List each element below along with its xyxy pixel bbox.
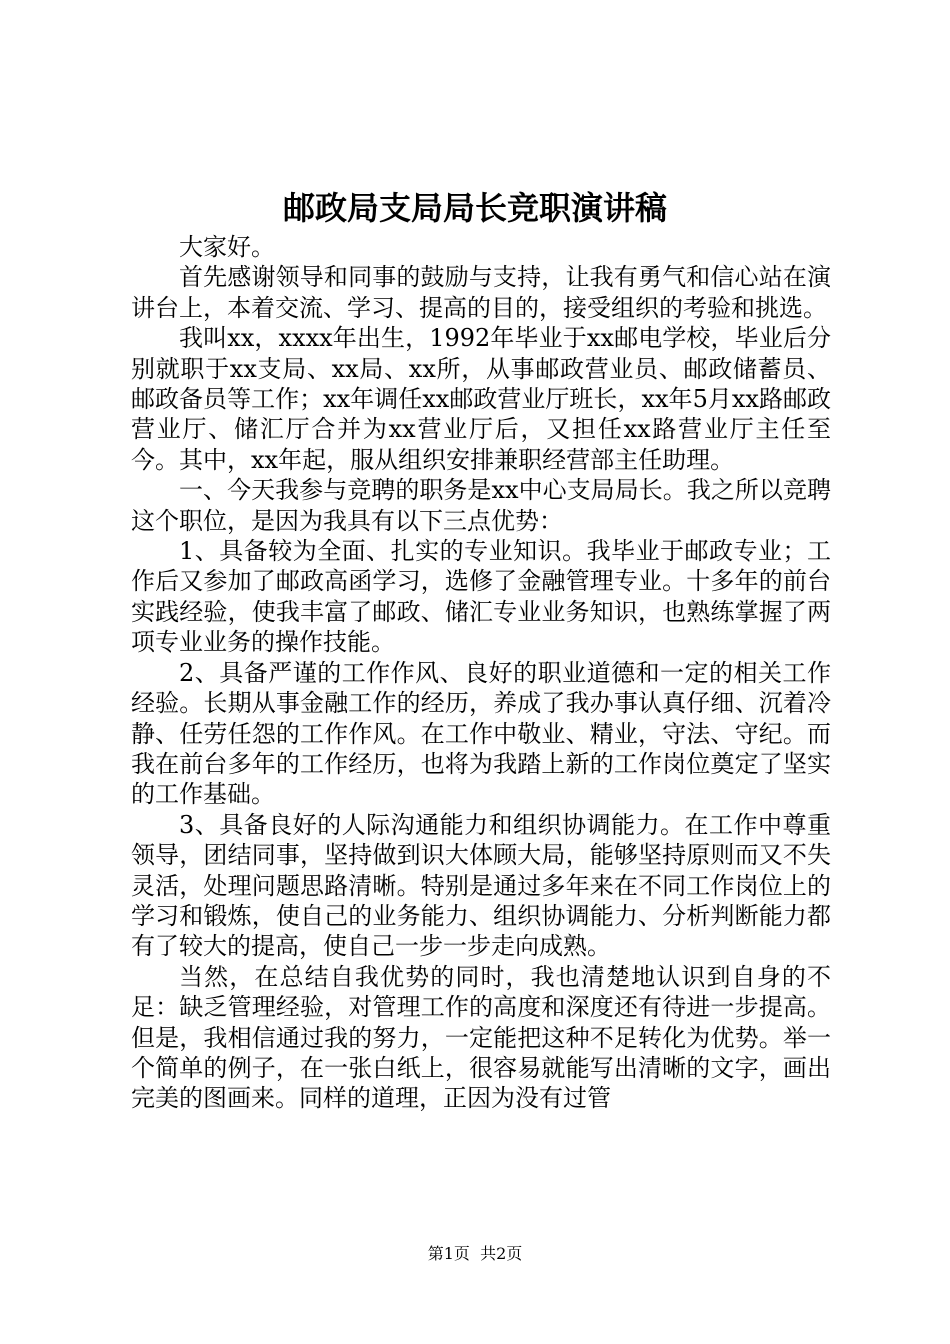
page-title: 邮政局支局局长竞职演讲稿 — [282, 189, 667, 227]
page-footer — [0, 1243, 950, 1265]
page-number: 第1页 — [427, 1244, 470, 1263]
paragraph-position: 一、今天我参与竞聘的职务是xx中心支局局长。我之所以竞聘这个职位，是因为我具有以下三点优势： — [131, 476, 831, 535]
paragraph-strength-1: 1、具备较为全面、扎实的专业知识。我毕业于邮政专业；工作后又参加了邮政高函学习，选修了金融管理专业。十多年的前台实践经验，使我丰富了邮政、储汇专业业务知识，也熟练掌握了两项专业业务的操作技能。 — [131, 537, 831, 657]
paragraph-shortcomings: 当然，在总结自我优势的同时，我也清楚地认识到自身的不足：缺乏管理经验，对管理工作的高度和深度还有待进一步提高。但是，我相信通过我的努力，一定能把这种不足转化为优势。举一个简单的例子，在一张白纸上，很容易就能写出清晰的文字，画出完美的图画来。同样的道理，正因为没有过管 — [131, 962, 831, 1113]
footer-separator — [470, 1244, 480, 1263]
paragraph-strength-2: 2、具备严谨的工作作风、良好的职业道德和一定的相关工作经验。长期从事金融工作的经历，养成了我办事认真仔细、沉着冷静、任劳任怨的工作作风。在工作中敬业、精业，守法、守纪。而我在前台多年的工作经历，也将为我踏上新的工作岗位奠定了坚实的工作基础。 — [131, 658, 831, 809]
paragraph-greeting: 大家好。 — [179, 233, 275, 261]
page-total: 共2页 — [480, 1244, 523, 1263]
document-body — [131, 232, 831, 1114]
paragraph-thanks: 首先感谢领导和同事的鼓励与支持，让我有勇气和信心站在演讲台上，本着交流、学习、提高的目的，接受组织的考验和挑选。 — [131, 263, 831, 322]
paragraph-intro: 我叫xx，xxxx年出生，1992年毕业于xx邮电学校，毕业后分别就职于xx支局、xx局、xx所，从事邮政营业员、邮政储蓄员、邮政备员等工作；xx年调任xx邮政营业厅班长，xx年5月xx路邮政营业厅、储汇厅合并为xx营业厅后，又担任xx路营业厅主任至今。其中，xx年起，服从组织安排兼职经营部主任助理。 — [131, 324, 831, 474]
paragraph-strength-3: 3、具备良好的人际沟通能力和组织协调能力。在工作中尊重领导，团结同事，坚持做到识大体顾大局，能够坚持原则而又不失灵活，处理问题思路清晰。特别是通过多年来在不同工作岗位上的学习和锻炼，使自己的业务能力、组织协调能力、分析判断能力都有了较大的提高，使自己一步一步走向成熟。 — [131, 810, 831, 961]
